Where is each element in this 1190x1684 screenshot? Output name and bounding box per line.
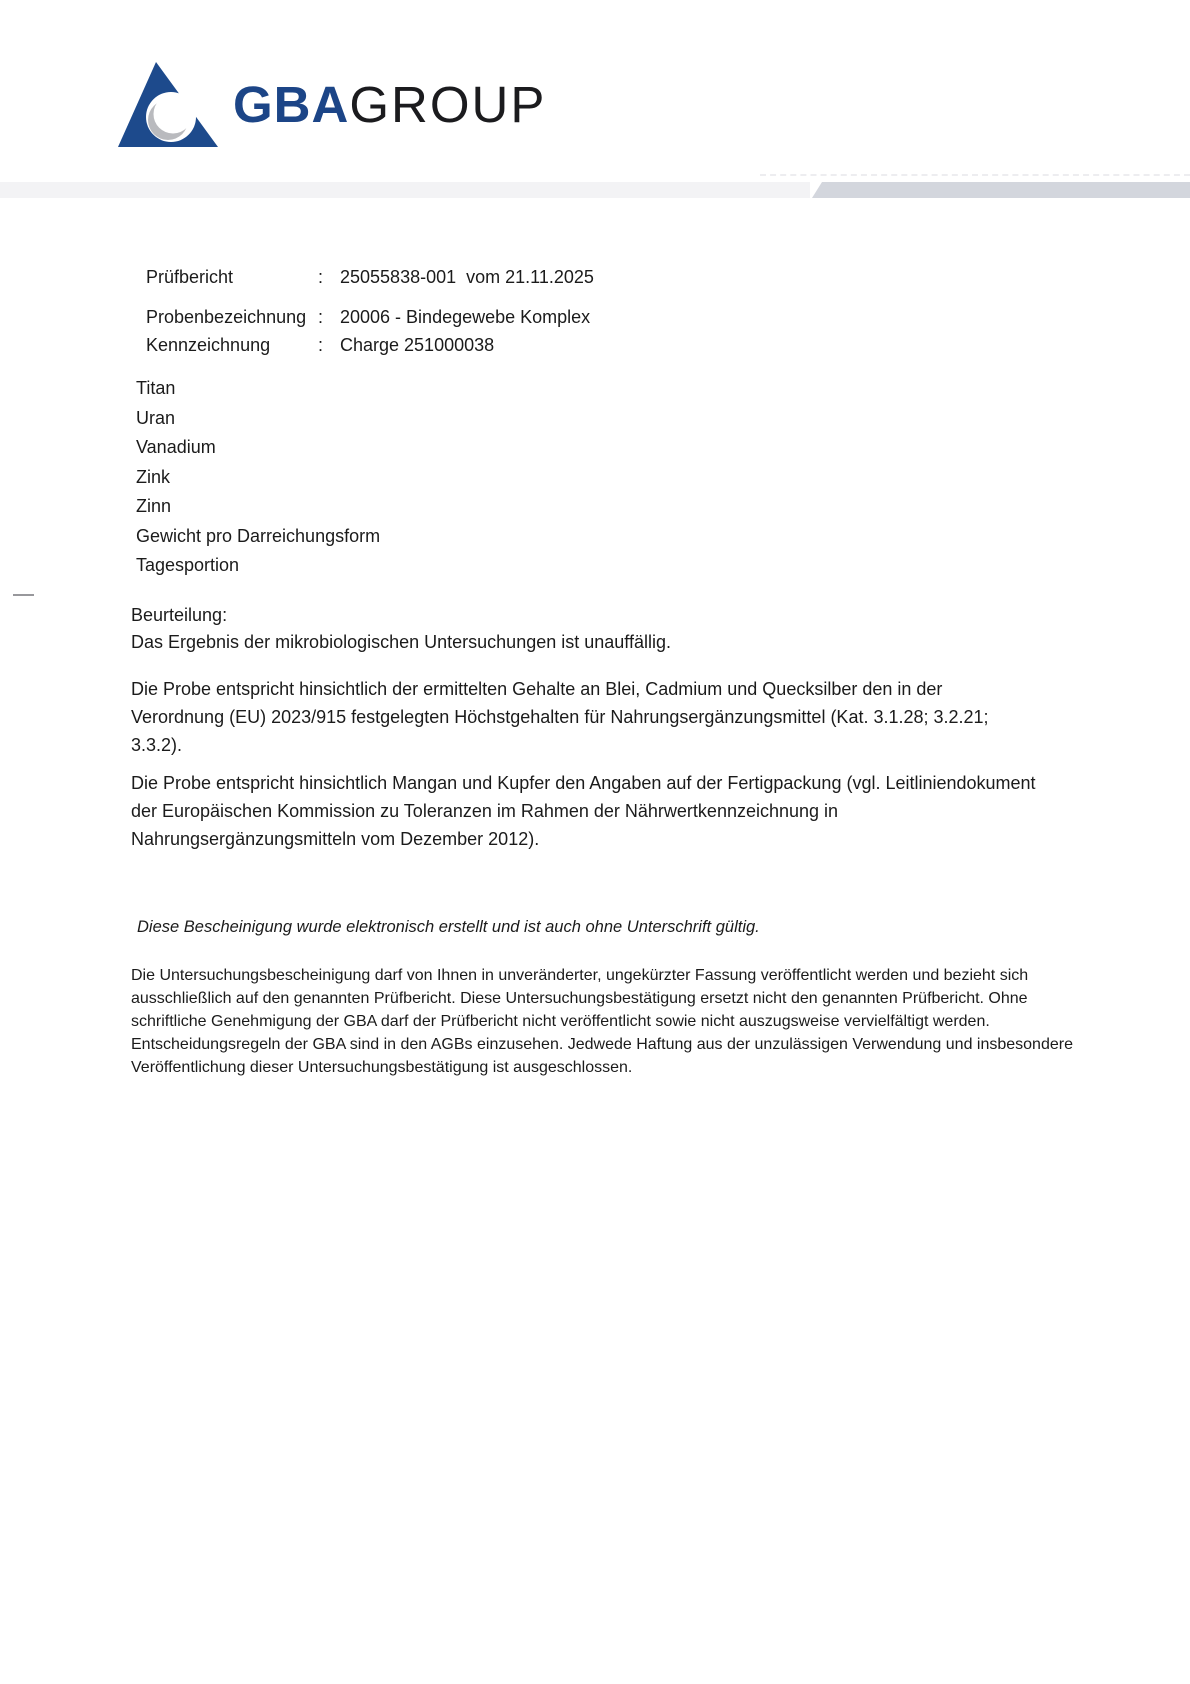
paragraph-line: Die Probe entspricht hinsichtlich der ermittelten Gehalte an Blei, Cadmium und Quecksilber den in der: [131, 679, 943, 699]
brand-group: GROUP: [349, 75, 547, 133]
brand-wordmark: [233, 75, 547, 133]
report-number-value: 25055838-001 vom 21.11.2025: [340, 267, 594, 287]
parameter-list: [136, 374, 380, 581]
parameter-item: Vanadium: [136, 437, 216, 457]
disclaimer-line: schriftliche Genehmigung der GBA darf der Prüfbericht nicht veröffentlicht sowie nicht auszugsweise vervielfältigt werden.: [131, 1013, 990, 1030]
electronic-signature-note: Diese Bescheinigung wurde elektronisch erstellt und ist auch ohne Unterschrift gültig.: [137, 918, 760, 936]
separator-colon: :: [318, 267, 324, 287]
assessment-section: [131, 602, 671, 656]
report-number-label: Prüfbericht: [146, 267, 234, 287]
parameter-item: Tagesportion: [136, 555, 240, 575]
fold-mark: [13, 594, 34, 596]
paragraph-line: der Europäischen Kommission zu Toleranzen im Rahmen der Nährwertkennzeichnung in: [131, 801, 839, 821]
assessment-result: Das Ergebnis der mikrobiologischen Untersuchungen ist unauffällig.: [131, 632, 671, 652]
identification-row: [146, 335, 494, 356]
brand-gba: GBA: [233, 75, 350, 133]
separator-colon: :: [318, 335, 324, 355]
parameter-item: Zink: [136, 466, 171, 487]
disclaimer-line: Entscheidungsregeln der GBA sind in den AGBs einzusehen. Jedwede Haftung aus der unzulässigen Verwendung und insbesondere: [131, 1036, 1073, 1053]
paragraph-line: Verordnung (EU) 2023/915 festgelegten Höchstgehalten für Nahrungsergänzungsmittel (Kat. 3.1.28; 3.2.21;: [131, 707, 989, 727]
header-dashed-line: [760, 174, 1190, 176]
disclaimer-line: Die Untersuchungsbescheinigung darf von Ihnen in unveränderter, ungekürzter Fassung veröffentlicht werden und bezieht sich: [131, 967, 1029, 984]
disclaimer-section: [131, 964, 1073, 1079]
gba-group-logo: [118, 60, 546, 148]
parameter-item: Gewicht pro Darreichungsform: [136, 525, 381, 546]
parameter-item: Uran: [136, 407, 176, 428]
sample-designation-label: Probenbezeichnung: [146, 307, 307, 327]
paragraph-line: Die Probe entspricht hinsichtlich Mangan und Kupfer den Angaben auf der Fertigpackung (vgl. Leitliniendokument: [131, 773, 1036, 793]
sample-designation-row: [146, 307, 590, 328]
identification-value: Charge 251000038: [340, 335, 495, 355]
report-number-row: [146, 267, 594, 288]
gba-triangle-crescent-icon: [118, 62, 218, 147]
disclaimer-line: Veröffentlichung dieser Untersuchungsbestätigung ist ausgeschlossen.: [131, 1059, 633, 1076]
parameter-item: Titan: [136, 378, 176, 398]
paragraph-line: Nahrungsergänzungsmitteln vom Dezember 2012).: [131, 829, 540, 849]
parameter-item: Zinn: [136, 496, 172, 516]
header-bar-light: [0, 182, 810, 198]
heavy-metals-paragraph: [131, 675, 989, 759]
disclaimer-line: ausschließlich auf den genannten Prüfbericht. Diese Untersuchungsbestätigung ersetzt nicht den genannten Prüfbericht. Ohne: [131, 990, 1028, 1007]
paragraph-line: 3.3.2).: [131, 735, 183, 755]
header-bar-dark: [812, 182, 1190, 198]
labelling-paragraph: [131, 769, 1036, 853]
sample-designation-value: 20006 - Bindegewebe Komplex: [340, 307, 591, 327]
assessment-heading: Beurteilung:: [131, 605, 228, 625]
identification-label: Kennzeichnung: [146, 335, 271, 355]
separator-colon: :: [318, 307, 324, 327]
